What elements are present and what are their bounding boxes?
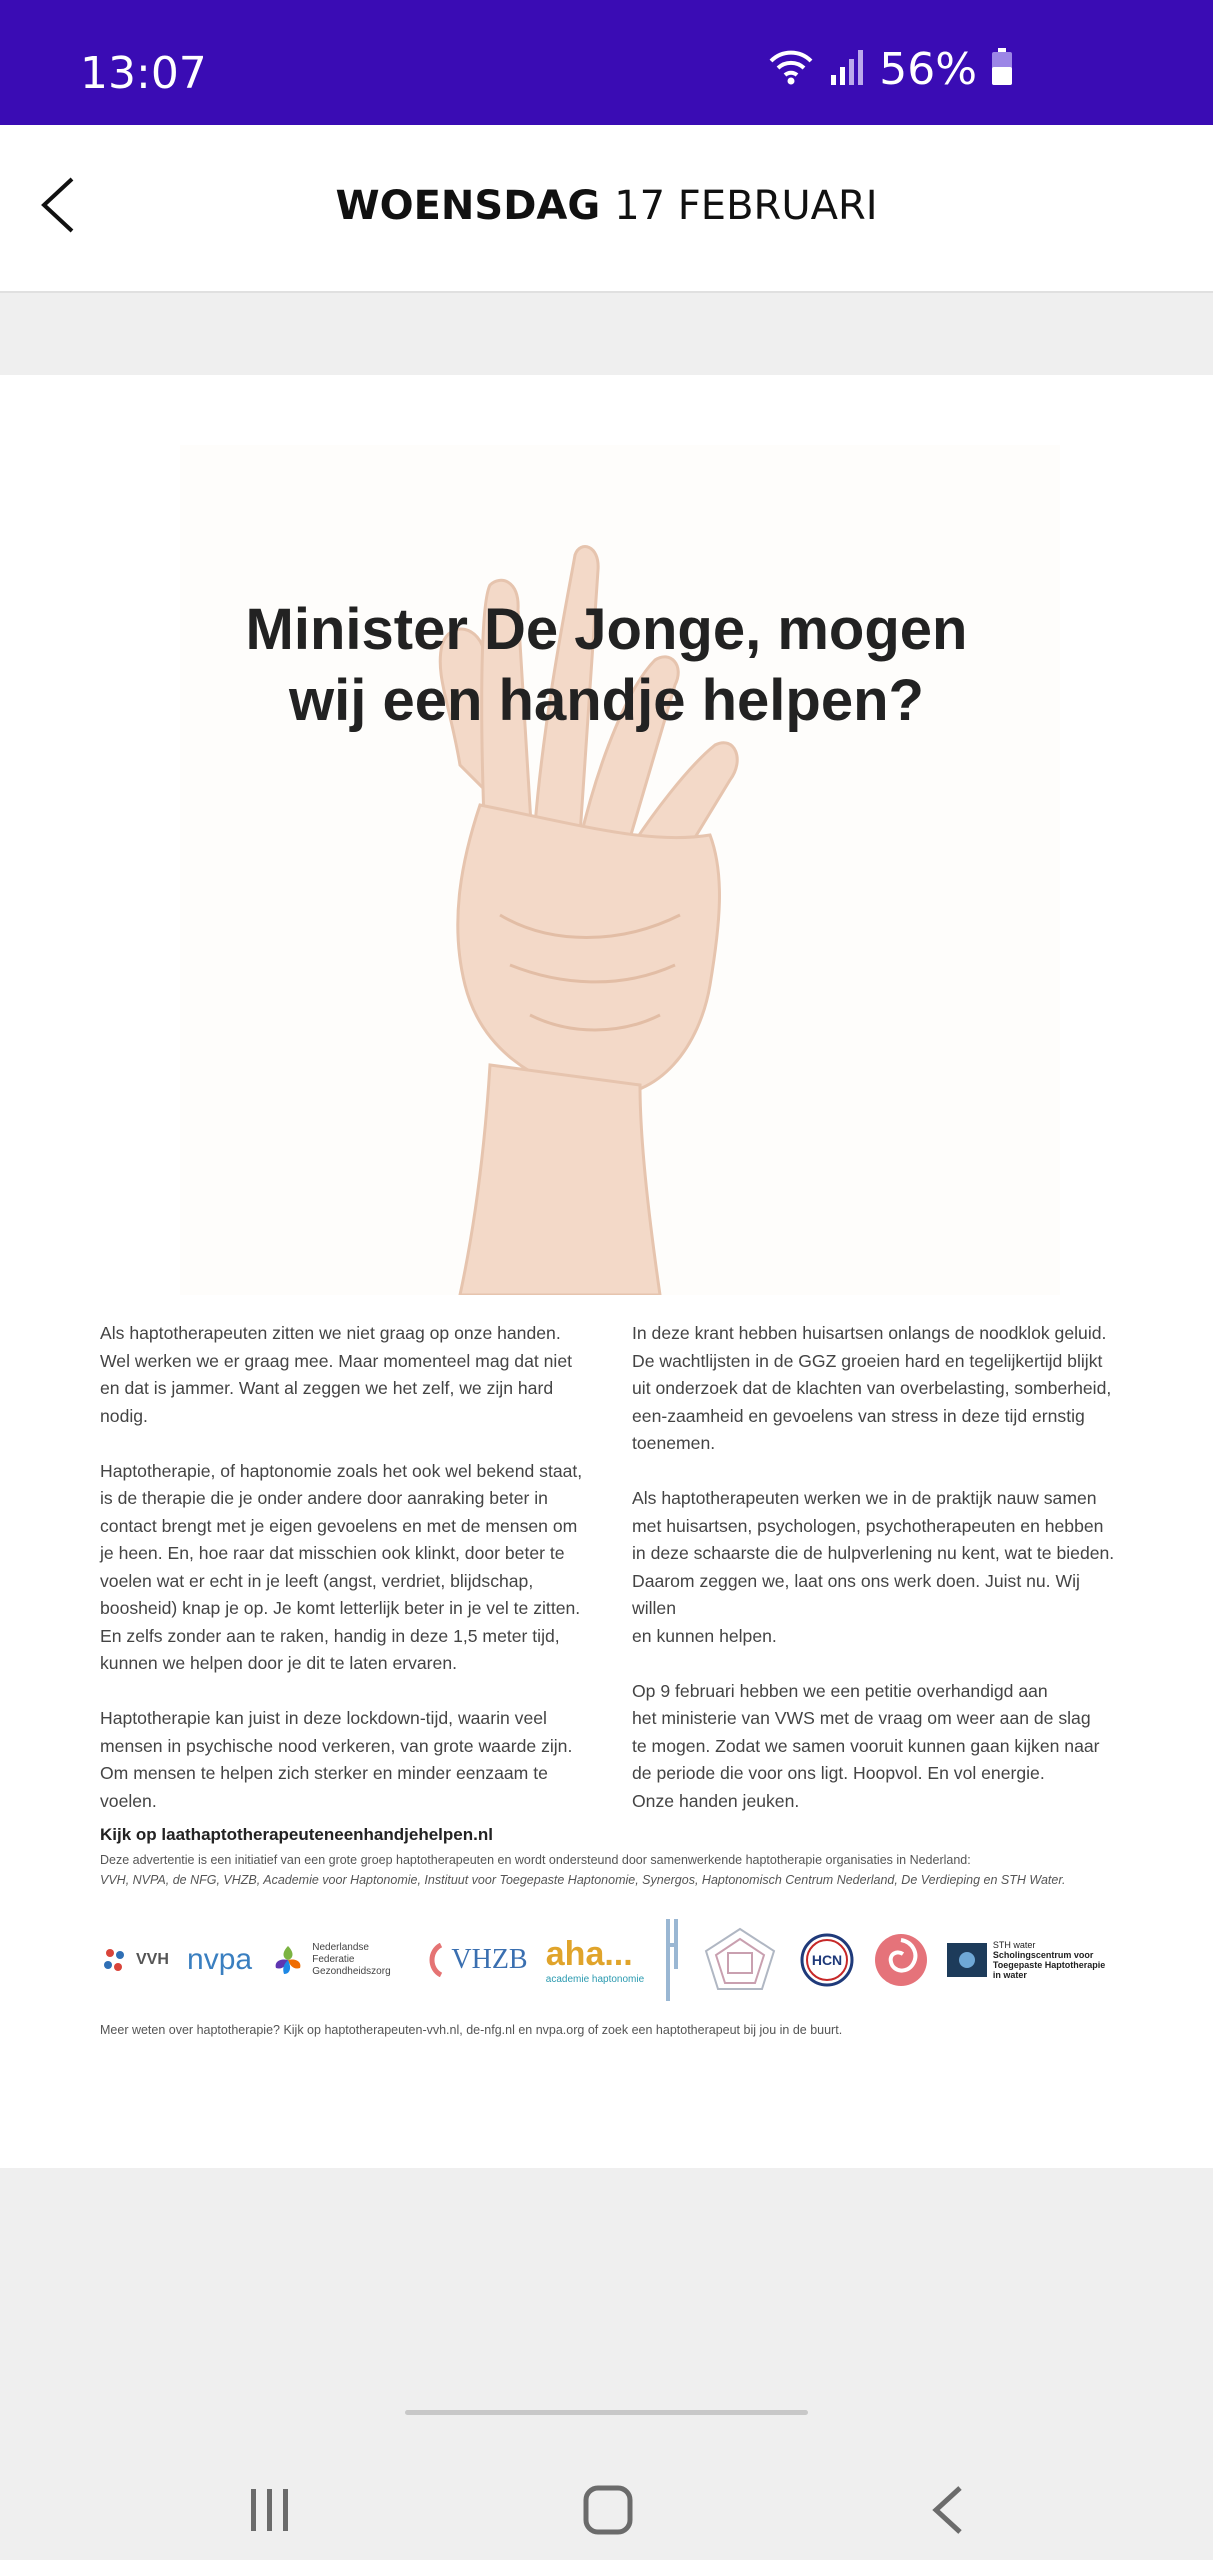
battery-icon — [991, 48, 1013, 91]
page-title — [0, 183, 1213, 229]
home-icon — [582, 2484, 634, 2536]
info-text: Deze advertentie is een initiatief van een grote groep haptotherapeuten en wordt ondersteund door samenwerkende haptotherapie organisaties in Nederland: — [100, 1853, 971, 1867]
recent-apps-button[interactable] — [220, 2460, 320, 2560]
status-bar — [0, 0, 1213, 125]
scroll-handle[interactable] — [405, 2410, 808, 2415]
signal-icon — [829, 47, 865, 92]
paragraph: Haptotherapie, of haptonomie zoals het ook wel bekend staat, is de therapie die je onder andere door aanraking beter in contact brengt met je eigen gevoelens en met de mensen om je heen. En, hoe raar dat misschien ook klinkt, door beter te voelen wat er echt in je leeft (angst, verdriet, blijdschap, boosheid) knap je op. Je komt letterlijk beter in je vel te zitten. En zelfs zonder aan te raken, handig in deze 1,5 meter tijd, kunnen we helpen door je dit te laten ervaren. — [100, 1460, 583, 1673]
headline-line-2: wij een handje helpen? — [289, 667, 924, 733]
vvh-logo — [100, 1945, 169, 1975]
paragraph: Als haptotherapeuten zitten we niet graag op onze handen. Wel werken we er graag mee. Maar momenteel mag dat niet en dat is jammer. Want al zeggen we het zelf, we zijn hard nodig. — [100, 1323, 572, 1426]
back-arrow-icon — [930, 2484, 966, 2536]
nvpa-logo — [187, 1943, 252, 1977]
home-button[interactable] — [558, 2460, 658, 2560]
left-text-column — [100, 1320, 585, 1843]
aha-logo — [546, 1935, 644, 1985]
paragraph: In deze krant hebben huisartsen onlangs de noodklok geluid. De wachtlijsten in de GGZ groeien hard en tegelijkertijd blijkt uit onderzoek dat de klachten van overbelasting, somberheid, een-zaamheid en gevoelens van stress in deze tijd ernstig toenemen. — [632, 1323, 1112, 1453]
app-header — [0, 125, 1213, 293]
aha-sub-label: academie haptonomie — [545, 1974, 645, 1985]
battery-percentage: 56% — [879, 44, 977, 95]
de-verdieping-logo — [873, 1932, 929, 1988]
ith-logo — [662, 1917, 682, 2003]
logo-strip — [100, 1915, 1113, 2005]
system-nav-bar — [0, 2370, 1213, 2560]
sth-subtitle: Scholingscentrum voor Toegepaste Haptotherapie in water — [992, 1950, 1106, 1980]
nvpa-label: nvpa — [187, 1943, 253, 1976]
header-date: 17 FEBRUARI — [614, 183, 878, 229]
header-day: WOENSDAG — [335, 183, 601, 229]
status-indicators — [767, 44, 1013, 95]
wifi-icon — [767, 47, 815, 92]
headline-line-1: Minister De Jonge, mogen — [245, 597, 968, 662]
paragraph: Op 9 februari hebben we een petitie overhandigd aan het ministerie van VWS met de vraag om weer aan de slag te mogen. Zodat we samen vooruit kunnen gaan kijken naar de periode die voor ons ligt. Hoopvol. En vol energie. Onze handen jeuken. — [632, 1680, 1100, 1811]
hcn-label: HCN — [811, 1952, 842, 1968]
cta-website: Kijk op laathaptotherapeuteneenhandjehelpen.nl — [100, 1825, 493, 1844]
right-text-column — [632, 1320, 1117, 1843]
newspaper-page[interactable] — [0, 375, 1213, 2168]
vvh-label: VVH — [136, 1951, 169, 1968]
paragraph: Haptotherapie kan juist in deze lockdown-tijd, waarin veel mensen in psychische nood verkeren, van grote waarde zijn. Om mensen te helpen zich sterker en minder eenzaam te voelen. — [100, 1708, 573, 1811]
vhzb-label: VHZB — [451, 1944, 528, 1975]
nfg-label: Nederlandse Federatie Gezondheidszorg — [312, 1942, 391, 1977]
status-time: 13:07 — [80, 48, 207, 99]
footer-note: Meer weten over haptotherapie? Kijk op haptotherapeuten-vvh.nl, de-nfg.nl en nvpa.org of zoek een haptotherapeut bij jou in de buurt. — [100, 2023, 843, 2037]
vhzb-logo — [425, 1943, 527, 1977]
sth-title: STH water — [992, 1940, 1036, 1950]
organisations-list: VVH, NVPA, de NFG, VHZB, Academie voor Haptonomie, Instituut voor Toegepaste Haptonomie, Synergos, Haptonomisch Centrum Nederland, De Verdieping en STH Water. — [100, 1873, 1066, 1887]
hand-illustration — [180, 445, 1060, 1295]
system-back-button[interactable] — [898, 2460, 998, 2560]
nfg-logo — [270, 1942, 407, 1978]
sth-water-logo — [947, 1940, 1113, 1980]
aha-label: aha... — [545, 1935, 633, 1973]
paragraph: Als haptotherapeuten werken we in de praktijk nauw samen met huisartsen, psychologen, psychotherapeuten en hebben in deze schaarste die de hulpverlening nu kent, wat te bieden. Daarom zeggen we, laat ons ons werk doen. Juist nu. Wij willen en kunnen helpen. — [632, 1488, 1115, 1646]
synergos-logo — [700, 1925, 780, 1995]
recent-apps-icon — [247, 2487, 293, 2533]
hcn-logo — [799, 1932, 855, 1988]
spacer-band — [0, 295, 1213, 375]
ad-headline — [0, 595, 1213, 737]
